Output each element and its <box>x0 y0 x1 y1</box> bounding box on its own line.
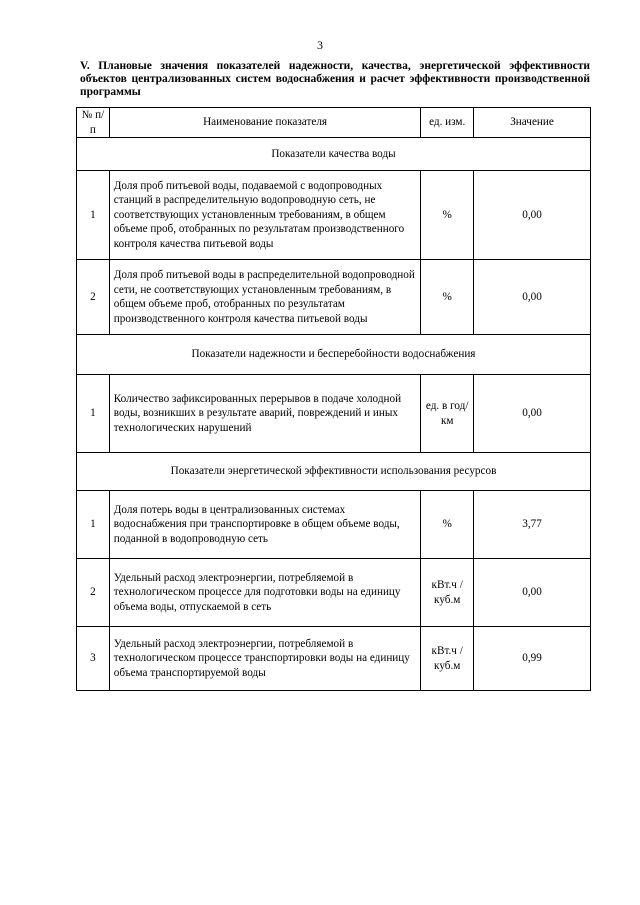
row-unit: ед. в год/ км <box>421 375 474 453</box>
row-name: Количество зафиксированных перерывов в подаче холодной воды, возникших в результате аварий, повреждений и иных технологических нарушений <box>109 375 421 453</box>
row-num: 2 <box>77 260 110 335</box>
row-value: 3,77 <box>474 491 591 559</box>
row-num: 1 <box>77 375 110 453</box>
row-unit: кВт.ч / куб.м <box>421 559 474 627</box>
table-row <box>77 375 591 453</box>
table-row <box>77 491 591 559</box>
row-value: 0,00 <box>474 171 591 260</box>
header-unit: ед. изм. <box>421 108 474 138</box>
table-row <box>77 627 591 691</box>
row-name: Удельный расход электроэнергии, потребляемой в технологическом процессе транспортировки воды на единицу объема транспортируемой воды <box>109 627 421 691</box>
section-row-quality <box>77 138 591 171</box>
table-header-row <box>77 108 591 138</box>
row-name: Доля проб питьевой воды, подаваемой с водопроводных станций в распределительную водопроводную сеть, не соответствующих установленным требованиям, в общем объеме проб, отобранных по результатам производственного контроля качества питьевой воды <box>109 171 421 260</box>
page-number: 3 <box>317 38 323 52</box>
table-row <box>77 171 591 260</box>
section-heading: V. Плановые значения показателей надежности, качества, энергетической эффективности объектов централизованных систем водоснабжения и расчет эффективности производственной программы <box>80 60 590 98</box>
header-name: Наименование показателя <box>109 108 421 138</box>
row-unit: кВт.ч / куб.м <box>421 627 474 691</box>
table-row <box>77 559 591 627</box>
section-row-reliability <box>77 335 591 375</box>
row-value: 0,00 <box>474 375 591 453</box>
indicators-table <box>76 107 591 691</box>
section-title: Показатели надежности и бесперебойности водоснабжения <box>77 335 591 375</box>
row-num: 2 <box>77 559 110 627</box>
row-unit: % <box>421 171 474 260</box>
row-num: 1 <box>77 171 110 260</box>
section-title: Показатели энергетической эффективности использования ресурсов <box>77 453 591 491</box>
row-num: 1 <box>77 491 110 559</box>
row-value: 0,00 <box>474 260 591 335</box>
row-value: 0,00 <box>474 559 591 627</box>
header-value: Значение <box>474 108 591 138</box>
row-name: Доля потерь воды в централизованных системах водоснабжения при транспортировке в общем объеме воды, поданной в водопроводную сеть <box>109 491 421 559</box>
row-unit: % <box>421 260 474 335</box>
row-name: Удельный расход электроэнергии, потребляемой в технологическом процессе для подготовки воды на единицу объема воды, отпускаемой в сеть <box>109 559 421 627</box>
section-title: Показатели качества воды <box>77 138 591 171</box>
row-name: Доля проб питьевой воды в распределительной водопроводной сети, не соответствующих установленным требованиям, в общем объеме проб, отобранных по результатам производственного контроля качества питьевой воды <box>109 260 421 335</box>
row-value: 0,99 <box>474 627 591 691</box>
row-num: 3 <box>77 627 110 691</box>
section-row-energy <box>77 453 591 491</box>
row-unit: % <box>421 491 474 559</box>
header-num: № п/п <box>77 108 110 138</box>
table-row <box>77 260 591 335</box>
